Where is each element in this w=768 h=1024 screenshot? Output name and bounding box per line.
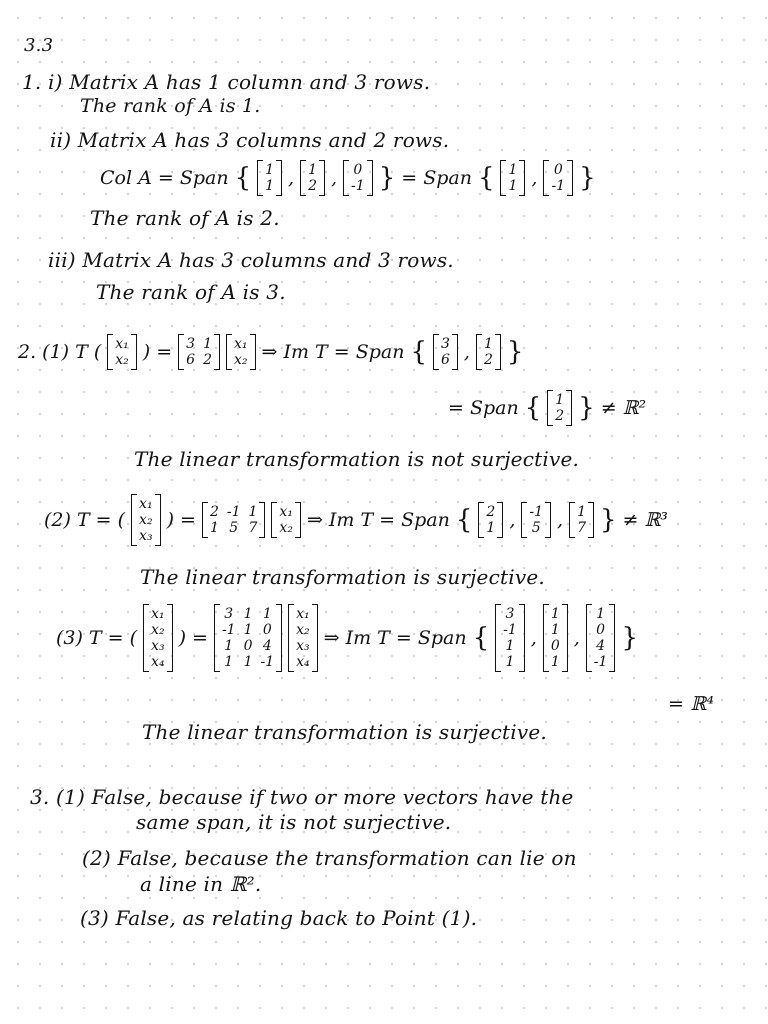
q1-i-line2: The rank of A is 1.	[80, 95, 261, 117]
q2-p2-span-vector-1: 2 1	[478, 502, 503, 538]
q2-p1-label: 2. (1) T (	[18, 341, 102, 363]
q2-p3-arrow: ⇒ Im T = Span	[323, 627, 467, 649]
q2-p2-eq: ) =	[166, 509, 196, 531]
q1-ii-col-span: Col A = Span { 1 1 , 1 2 , 0 -1 } = Span { 1 1 , 0 -1 }	[100, 162, 596, 194]
q3-p2-line2: a line in ℝ².	[140, 872, 262, 896]
q2-p2-input-vector: x₁ x₂ x₃	[131, 494, 161, 546]
q1-ii-line1: ii) Matrix A has 3 columns and 2 rows.	[50, 128, 450, 152]
q2-p3-span-vector-3: 1 0 4 -1	[586, 604, 616, 672]
q2-p1-conclusion: The linear transformation is not surjective.	[134, 447, 580, 471]
q2-p1-line2	[448, 390, 646, 426]
q2-p1-line2-label: = Span	[448, 397, 519, 419]
q2-p1-input-vector: x₁ x₂	[107, 334, 137, 370]
q3-p2-line1: (2) False, because the transformation can lie on	[82, 846, 577, 870]
q2-p3-equals: = ℝ⁴	[668, 693, 715, 715]
brace-close-icon: }	[378, 163, 396, 193]
q1-iii-rank: The rank of A is 3.	[96, 280, 286, 304]
col-vector-1: 1 1	[257, 160, 282, 196]
q2-p2-span-vector-3: 1 7	[569, 502, 594, 538]
q2-p2-label: (2) T = (	[44, 509, 126, 531]
page-heading: 3.3	[24, 35, 54, 56]
q2-p1-matrix: 3 1 6 2	[178, 334, 220, 370]
q1-i-line1: 1. i) Matrix A has 1 column and 3 rows.	[22, 70, 431, 94]
q3-p3-line1: (3) False, as relating back to Point (1).	[80, 906, 478, 930]
q2-p1-span-vector-1: 3 6	[433, 334, 458, 370]
q2-p2-x-vector: x₁ x₂	[271, 502, 301, 538]
basis-vector-2: 0 -1	[543, 160, 573, 196]
q1-ii-col-label: Col A = Span	[100, 167, 229, 189]
q2-p3-input-vector: x₁ x₂ x₃ x₄	[143, 604, 173, 672]
q2-p2-matrix: 2 -1 1 1 5 7	[202, 502, 265, 538]
brace-close-icon: }	[579, 163, 596, 193]
brace-open-icon: {	[472, 623, 490, 653]
q2-p1-equation: 2. (1) T ( x₁ x₂ ) = 3 1 6 2 x₁ x₂ ⇒ Im T = Span { 3 6 , 1 2 }	[18, 336, 524, 368]
q2-p1-span-vector-2: 1 2	[476, 334, 501, 370]
q2-p3-span-vector-1: 3 -1 1 1	[495, 604, 525, 672]
brace-close-icon: }	[578, 393, 595, 423]
brace-open-icon: {	[524, 393, 542, 423]
q3-p1-line1: 3. (1) False, because if two or more vectors have the	[30, 785, 574, 809]
col-vector-2: 1 2	[300, 160, 325, 196]
q2-p1-arrow: ⇒ Im T = Span	[261, 341, 405, 363]
q2-p2-neq: ≠ ℝ³	[622, 509, 668, 531]
q2-p3-span-vector-2: 1 1 0 1	[543, 604, 568, 672]
brace-open-icon: {	[477, 163, 495, 193]
q2-p3-label: (3) T = (	[56, 627, 138, 649]
brace-close-icon: }	[506, 337, 524, 367]
brace-open-icon: {	[455, 505, 473, 535]
q2-p2-equation: (2) T = ( x₁ x₂ x₃ ) = 2 -1 1 1 5 7 x₁ x₂ ⇒ Im T = Span { 2 1 , -1 5 , 1 7 } ≠ ℝ³	[44, 496, 668, 544]
q1-ii-equals-span: = Span	[401, 167, 472, 189]
basis-vector-1: 1 1	[500, 160, 525, 196]
brace-close-icon: }	[600, 505, 617, 535]
col-vector-3: 0 -1	[343, 160, 373, 196]
q2-p1-eq: ) =	[142, 341, 173, 363]
q2-p2-arrow: ⇒ Im T = Span	[306, 509, 450, 531]
q1-ii-rank: The rank of A is 2.	[90, 206, 280, 230]
q2-p3-matrix: 3 1 1 -1 1 0 1 0 4 1 1 -1	[214, 604, 282, 672]
q2-p3-eq: ) =	[178, 627, 208, 649]
q2-p1-x-vector: x₁ x₂	[226, 334, 256, 370]
q2-p3-x-vector: x₁ x₂ x₃ x₄	[288, 604, 318, 672]
q2-p1-neq: ≠ ℝ²	[600, 397, 647, 419]
q2-p1-line2-vector: 1 2	[547, 390, 572, 426]
q2-p2-conclusion: The linear transformation is surjective.	[140, 565, 545, 589]
q2-p3-equation: (3) T = ( x₁ x₂ x₃ x₄ ) = 3 1 1 -1 1 0 1 0 4 1 1 -1 x₁ x₂ x₃ x₄ ⇒ Im T = Span { 3 -1 1 1 , 1 1 0 1 , 1 0 4 -1 }	[56, 606, 638, 670]
q2-p3-conclusion: The linear transformation is surjective.	[142, 720, 547, 744]
brace-close-icon: }	[621, 623, 638, 653]
q2-p2-span-vector-2: -1 5	[521, 502, 551, 538]
q1-iii-line1: iii) Matrix A has 3 columns and 3 rows.	[48, 248, 454, 272]
brace-open-icon: {	[410, 337, 427, 367]
brace-open-icon: {	[234, 163, 252, 193]
q3-p1-line2: same span, it is not surjective.	[136, 810, 452, 834]
